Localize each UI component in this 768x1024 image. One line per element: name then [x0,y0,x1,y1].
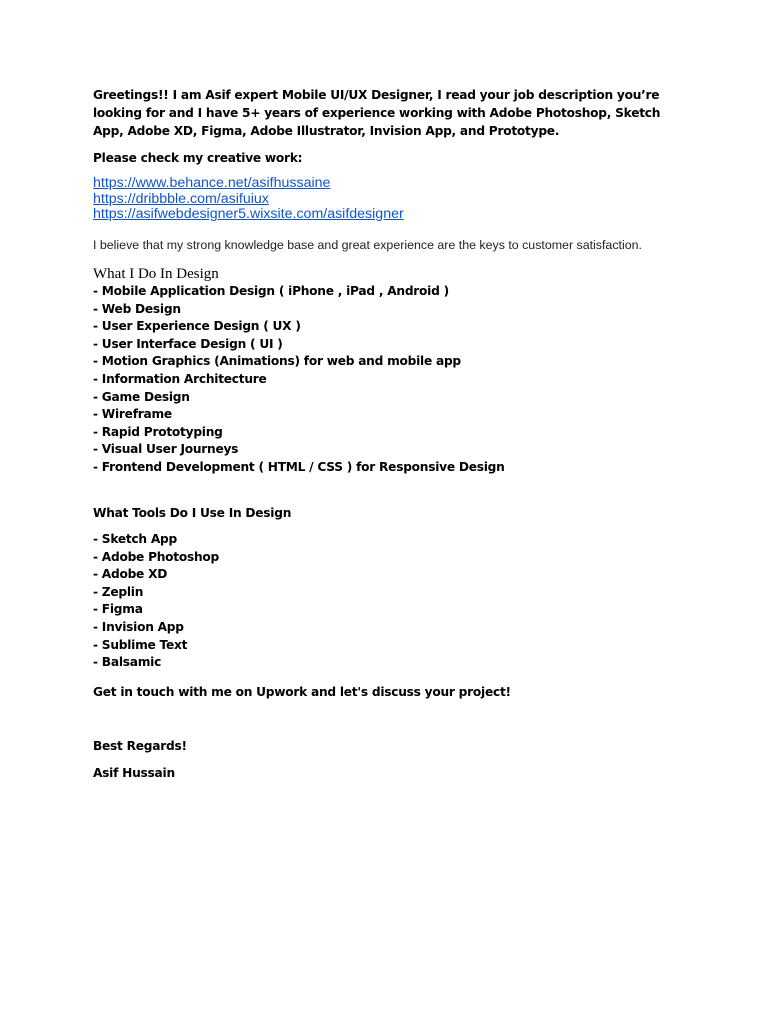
list-item: - Wireframe [93,407,172,422]
list-item: - Adobe Photoshop [93,549,220,564]
wixsite-link[interactable]: https://asifwebdesigner5.wixsite.com/asifdesigner [93,206,404,222]
list-item: - Web Design [93,301,181,316]
portfolio-links [93,176,693,223]
list-item: - Sublime Text [93,637,188,652]
list-item: - Sketch App [93,532,177,546]
closing-regards: Best Regards! [93,739,187,753]
list-item: - Information Architecture [93,371,267,386]
signature-name: Asif Hussain [93,766,175,780]
list-item: - Figma [93,602,143,617]
list-item: - Rapid Prototyping [93,424,223,439]
list-item: - User Experience Design ( UX ) [93,319,301,334]
what-i-do-list [93,283,693,477]
portfolio-label: Please check my creative work: [93,151,303,165]
list-item: - User Interface Design ( UI ) [93,336,283,351]
list-item: - Motion Graphics (Animations) for web and mobile app [93,354,461,369]
list-item: - Frontend Development ( HTML / CSS ) for Responsive Design [93,459,505,474]
list-item: - Invision App [93,619,184,634]
list-item: - Adobe XD [93,567,168,582]
list-item: - Balsamic [93,655,162,670]
dribbble-link[interactable]: https://dribbble.com/asifuiux [93,190,269,207]
tools-list [93,531,693,672]
belief-paragraph: I believe that my strong knowledge base and great experience are the keys to customer satisfaction. [93,238,642,252]
behance-link[interactable]: https://www.behance.net/asifhussaine [93,175,331,191]
list-item: - Visual User Journeys [93,442,239,457]
contact-line: Get in touch with me on Upwork and let's discuss your project! [93,685,511,699]
list-item: - Game Design [93,389,190,404]
tools-heading: What Tools Do I Use In Design [93,506,292,520]
what-i-do-heading: What I Do In Design [93,266,219,282]
list-item: - Mobile Application Design ( iPhone , iPad , Android ) [93,284,449,298]
list-item: - Zeplin [93,584,144,599]
intro-paragraph: Greetings!! I am Asif expert Mobile UI/UX Designer, I read your job description you’re looking for and I have 5+ years of experience working with Adobe Photoshop, Sketch App, Adobe XD, Figma, Adobe Illustrator, Invision App, and Prototype. [93,88,661,138]
